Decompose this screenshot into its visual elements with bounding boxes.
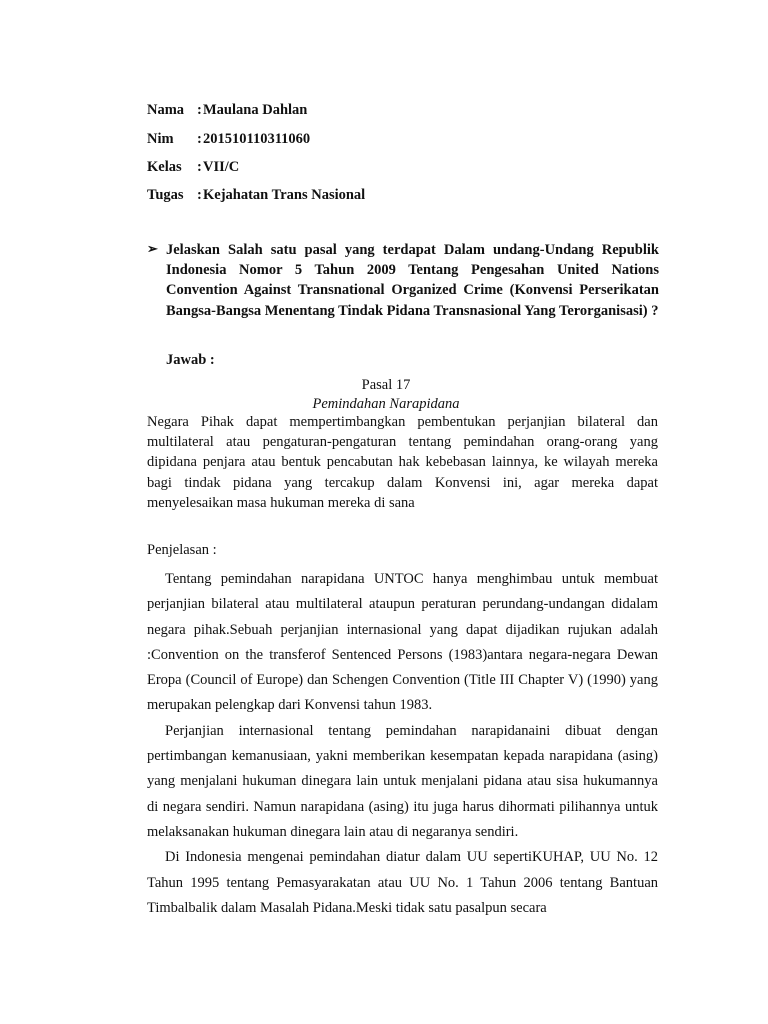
arrow-bullet-icon: ➢ [147, 241, 158, 256]
kelas-row [147, 159, 239, 176]
pasal-title: Pemindahan Narapidana [312, 396, 460, 412]
kelas-value: VII/C [203, 159, 240, 175]
tugas-label: Tugas [147, 187, 184, 203]
tugas-separator: : [197, 187, 202, 203]
kelas-label: Kelas [147, 159, 182, 175]
question-text: Jelaskan Salah satu pasal yang terdapat Dalam undang-Undang Republik Indonesia Nomor 5 Tahun 2009 Tentang Pengesahan United Nations Convention Against Transnational Organized Crime (Konvensi Perserikatan Bangsa-Bangsa Menentang Tindak Pidana Transnasional Yang Terorganisasi) ? [166, 242, 659, 319]
nama-label: Nama [147, 102, 185, 118]
nama-value: Maulana Dahlan [203, 102, 308, 118]
tugas-value: Kejahatan Trans Nasional [203, 187, 366, 203]
nim-separator: : [197, 131, 202, 147]
penjelasan-paragraph: Tentang pemindahan narapidana UNTOC hanya menghimbau untuk membuat perjanjian bilateral atau multilateral ataupun peraturan perundang-undangan didalam negara pihak.Sebuah perjanjian internasional yang dapat dijadikan rujukan adalah :Convention on the transferof Sentenced Persons (1983)antara negara-negara Dewan Eropa (Council of Europe) dan Schengen Convention (Title III Chapter V) (1990) yang merupakan pelengkap dari Konvensi tahun 1983. [147, 571, 658, 714]
penjelasan-paragraph: Perjanjian internasional tentang pemindahan narapidanaini dibuat dengan pertimbangan kemanusiaan, yakni memberikan kesempatan kepada narapidana (asing) yang menjalani hukuman dinegara lain untuk menjalani pidana atau sisa hukumannya di negara sendiri. Namun narapidana (asing) itu juga harus dihormati pilihannya untuk melaksanakan hukuman dinegara lain atau di negaranya sendiri. [147, 722, 658, 840]
nim-label: Nim [147, 131, 174, 147]
penjelasan-body [147, 567, 658, 921]
nim-row [147, 131, 310, 148]
tugas-row [147, 187, 365, 204]
answer-label: Jawab : [166, 352, 215, 368]
kelas-separator: : [197, 159, 202, 175]
nama-separator: : [197, 102, 202, 118]
nama-row [147, 102, 307, 119]
pasal-text: Negara Pihak dapat mempertimbangkan pembentukan perjanjian bilateral dan multilateral atau pengaturan-pengaturan tentang pemindahan orang-orang yang dipidana penjara atau bentuk pencabutan hak kebebasan lainnya, ke wilayah mereka bagi tindak pidana yang tercakup dalam Konvensi ini, agar mereka dapat menyelesaikan masa hukuman mereka di sana [147, 414, 658, 511]
pasal-number: Pasal 17 [361, 377, 411, 393]
nim-value: 201510110311060 [203, 131, 311, 147]
penjelasan-paragraph: Di Indonesia mengenai pemindahan diatur dalam UU sepertiKUHAP, UU No. 12 Tahun 1995 tentang Pemasyarakatan atau UU No. 1 Tahun 2006 tentang Bantuan Timbalbalik dalam Masalah Pidana.Meski tidak satu pasalpun secara [147, 849, 658, 916]
question-bullet [147, 240, 659, 321]
penjelasan-label: Penjelasan : [147, 542, 217, 558]
